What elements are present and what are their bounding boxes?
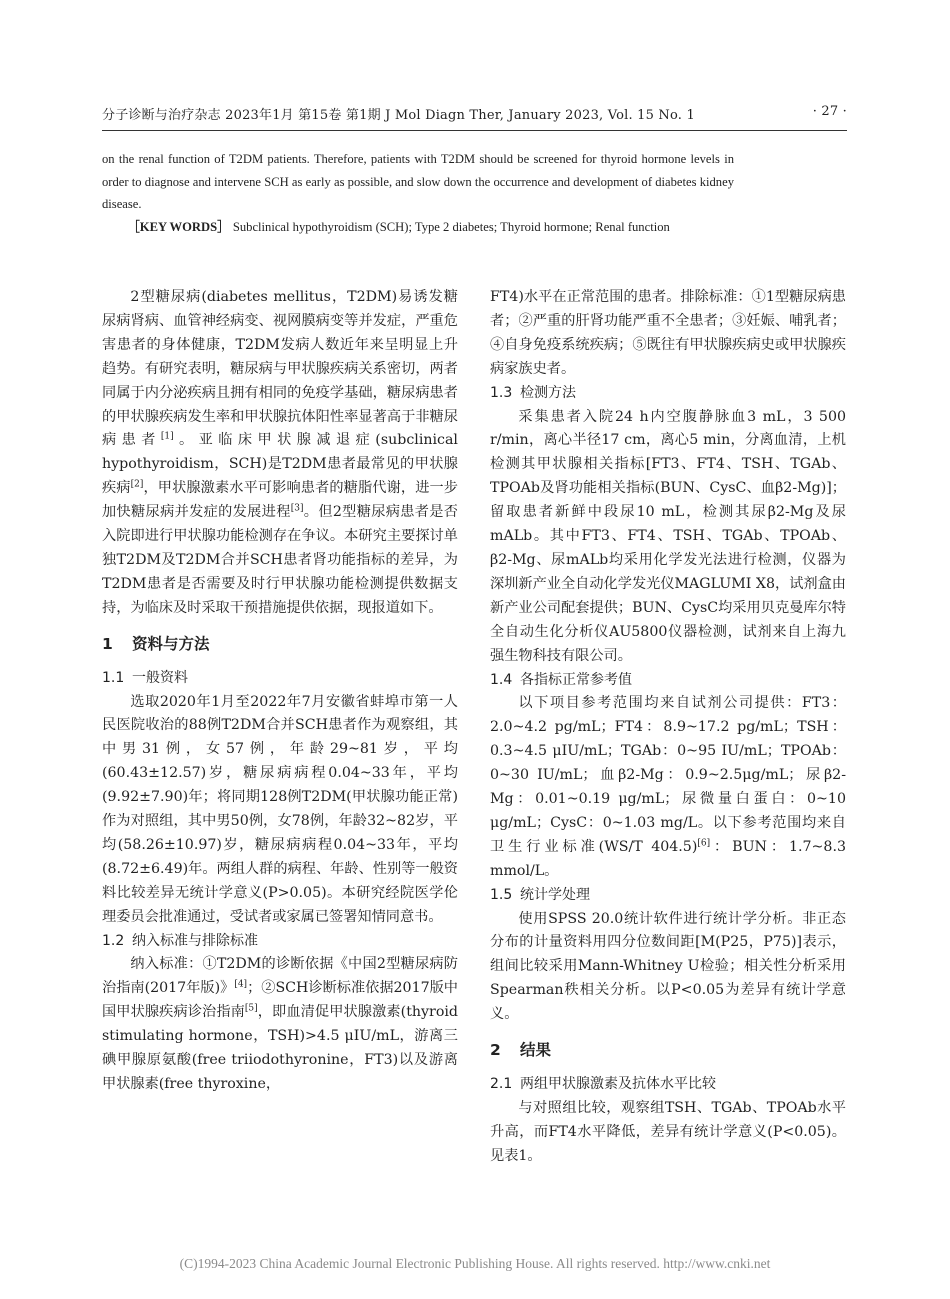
section-1-5-heading: 1.5 统计学处理 — [490, 886, 590, 903]
english-abstract — [102, 148, 734, 238]
section-1-4-text: 以下项目参考范围均来自试剂公司提供：FT3：2.0~4.2 pg/mL；FT4：8.9~17.2 pg/mL；TSH：0.3~4.5 μIU/mL；TGAb：0~95 IU/mL；TPOAb：0~30 IU/mL；血β2-Mg：0.9~2.5μg/mL；尿β2-Mg：0.01~0.19 μg/mL；尿微量白蛋白：0~10 μg/mL；CysC：0~1.03 mg/L。以下参考范围均来自卫生行业标准(WS/T 404.5)[6]：BUN：1.7~8.3 mmol/L。 — [490, 695, 846, 879]
copyright-footer: (C)1994-2023 China Academic Journal Electronic Publishing House. All rights reserved. http://www.cnki.net — [179, 1256, 771, 1271]
journal-citation: 分子诊断与治疗杂志 2023年1月 第15卷 第1期 J Mol Diagn Ther, January 2023, Vol. 15 No. 1 — [102, 108, 695, 123]
section-1-3-text: 采集患者入院24 h内空腹静脉血3 mL，3 500 r/min，离心半径17 cm，离心5 min，分离血清，上机检测其甲状腺相关指标[FT3、FT4、TSH、TGAb、TPOAb及肾功能相关指标(BUN、CysC、血β2-Mg)]；留取患者新鲜中段尿10 mL，检测其尿β2-Mg及尿mALb。其中FT3、FT4、TSH、TGAb、TPOAb、β2-Mg、尿mALb均采用化学发光法进行检测，仪器为深圳新产业全自动化学发光仪MAGLUMI X8，试剂盒由新产业公司配套提供；BUN、CysC均采用贝克曼库尔特全自动生化分析仪AU5800仪器检测，试剂来自上海九强生物科技有限公司。 — [490, 408, 846, 664]
header-rule — [102, 130, 847, 131]
abstract-text: on the renal function of T2DM patients. Therefore, patients with T2DM should be screened for thyroid hormone levels in order to diagnose and intervene SCH as early as possible, and slow down the occurrence and development of diabetes kidney disease. — [102, 152, 734, 211]
section-1-2-text: 纳入标准：①T2DM的诊断依据《中国2型糖尿病防治指南(2017年版)》[4]；②SCH诊断标准依据2017版中国甲状腺疾病诊治指南[5]，即血清促甲状腺激素(thyroid stimulating hormone，TSH)>4.5 μIU/mL，游离三碘甲腺原氨酸(free triiodothyronine，FT3)以及游离甲状腺素(free thyroxine， — [102, 956, 458, 1092]
section-1-1-text: 选取2020年1月至2022年7月安徽省蚌埠市第一人民医院收治的88例T2DM合并SCH患者作为观察组，其中男31例，女57例，年龄29~81岁，平均(60.43±12.57)岁，糖尿病病程0.04~33年，平均(9.92±7.90)年；将同期128例T2DM(甲状腺功能正常)作为对照组，其中男50例，女78例，年龄32~82岁，平均(58.26±10.97)岁，糖尿病病程0.04~33年，平均(8.72±6.49)年。两组人群的病程、年龄、性别等一般资料比较差异无统计学意义(P>0.05)。本研究经院医学伦理委员会批准通过，受试者或家属已签署知情同意书。 — [102, 693, 458, 925]
section-1-heading: 1 资料与方法 — [102, 634, 210, 653]
keywords-line — [102, 216, 734, 239]
keywords-text: Subclinical hypothyroidism (SCH); Type 2 diabetes; Thyroid hormone; Renal function — [232, 219, 670, 234]
section-2-heading: 2 结果 — [490, 1041, 552, 1060]
left-column — [102, 286, 458, 1097]
section-2-1-heading: 2.1 两组甲状腺激素及抗体水平比较 — [490, 1076, 716, 1092]
running-header — [102, 104, 847, 126]
section-2-1-text: 与对照组比较，观察组TSH、TGAb、TPOAb水平升高，而FT4水平降低，差异有统计学意义(P<0.05)。见表1。 — [490, 1099, 846, 1164]
section-1-2-heading: 1.2 纳入标准与排除标准 — [102, 932, 258, 949]
right-column — [490, 286, 846, 1169]
section-1-4-heading: 1.4 各指标正常参考值 — [490, 671, 632, 688]
section-1-2-continued: FT4)水平在正常范围的患者。排除标准：①1型糖尿病患者；②严重的肝肾功能严重不全患者；③妊娠、哺乳者；④自身免疫系统疾病；⑤既往有甲状腺疾病史或甲状腺疾病家族史者。 — [490, 289, 846, 377]
intro-paragraph: 2型糖尿病(diabetes mellitus，T2DM)易诱发糖尿病肾病、血管神经病变、视网膜病变等并发症，严重危害患者的身体健康，T2DM发病人数近年来呈明显上升趋势。有研究表明，糖尿病与甲状腺疾病关系密切，两者同属于内分泌疾病且拥有相同的免疫学基础，糖尿病患者的甲状腺疾病发生率和甲状腺抗体阳性率显著高于非糖尿病患者[1]。亚临床甲状腺减退症(subclinical hypothyroidism，SCH)是T2DM患者最常见的甲状腺疾病[2]，甲状腺激素水平可影响患者的糖脂代谢，进一步加快糖尿病并发症的发展进程[3]。但2型糖尿病患者是否入院即进行甲状腺功能检测存在争议。本研究主要探讨单独T2DM及T2DM合并SCH患者肾功能指标的差异，为T2DM患者是否需要及时行甲状腺功能检测提供数据支持，为临床及时采取干预措施提供依据，现报道如下。 — [102, 289, 458, 616]
keywords-label: ［KEY WORDS］ — [127, 219, 230, 234]
page-number: · 27 · — [812, 104, 847, 119]
section-1-1-heading: 1.1 一般资料 — [102, 669, 188, 686]
section-1-3-heading: 1.3 检测方法 — [490, 384, 576, 401]
section-1-5-text: 使用SPSS 20.0统计软件进行统计学分析。非正态分布的计量资料用四分位数间距[M(P25，P75)]表示，组间比较采用Mann-Whitney U检验；相关性分析采用Spearman秩相关分析。以P<0.05为差异有统计学意义。 — [490, 910, 846, 1023]
